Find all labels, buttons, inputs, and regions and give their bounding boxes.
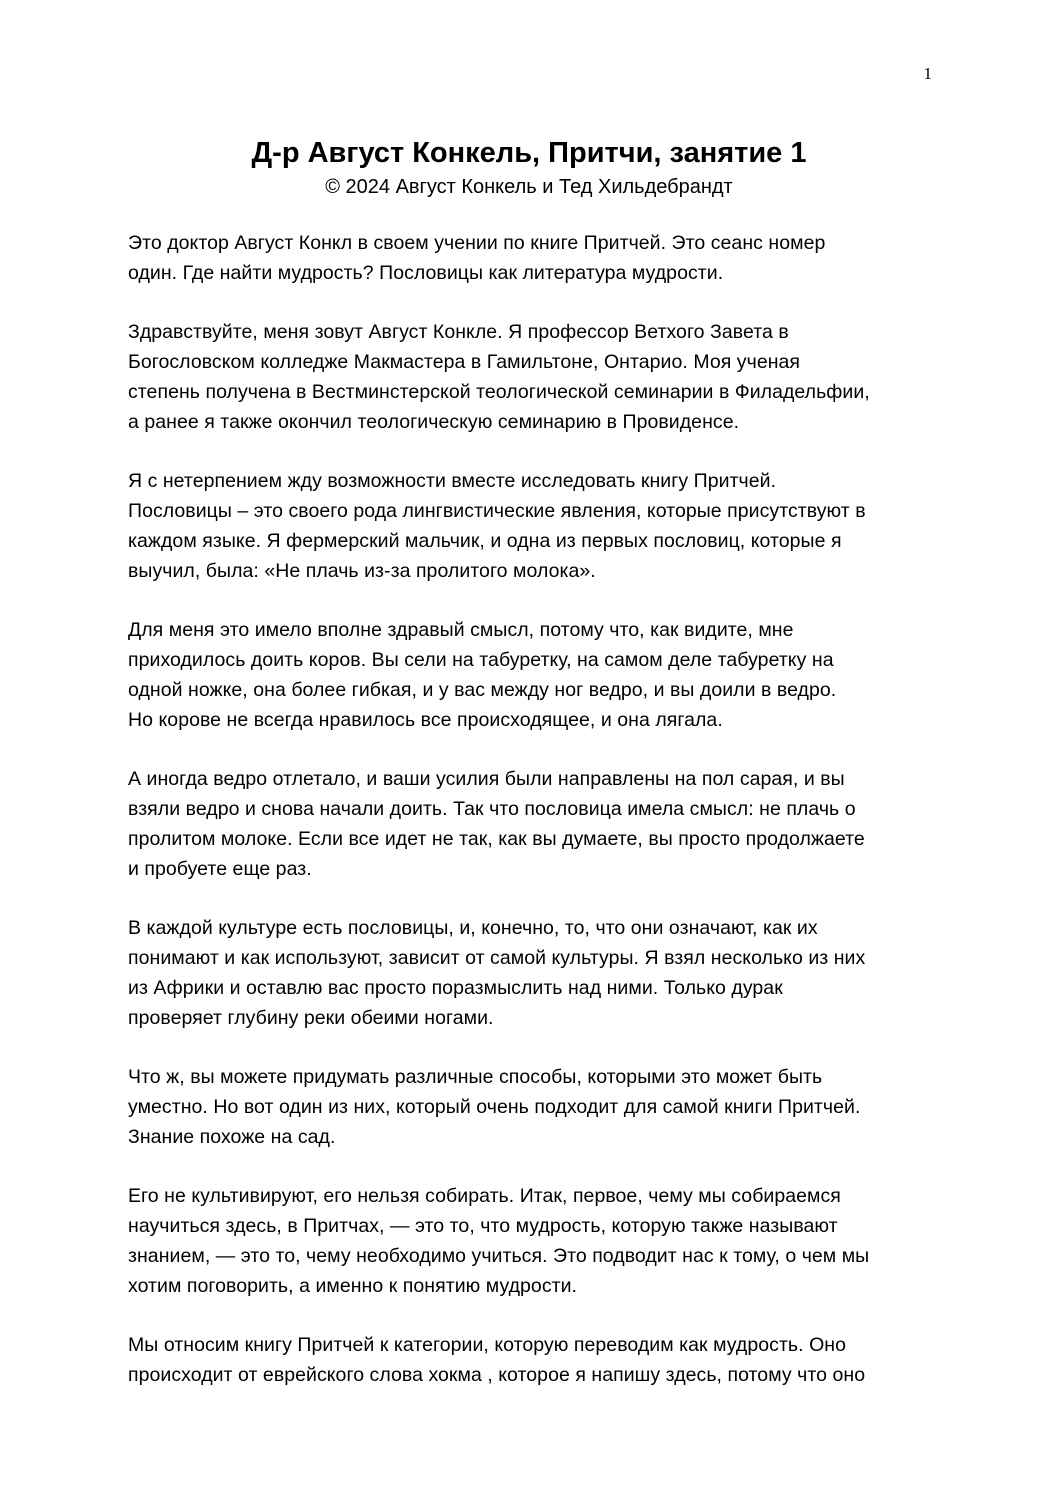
text-line: происходит от еврейского слова хокма , которое я напишу здесь, потому что оно	[128, 1364, 866, 1386]
text-line: Его не культивируют, его нельзя собирать. Итак, первое, чему мы собираемся	[128, 1185, 841, 1207]
text-line: проверяет глубину реки обеими ногами.	[128, 1007, 494, 1029]
text-line: взяли ведро и снова начали доить. Так что пословица имела смысл: не плачь о	[128, 798, 856, 820]
text-line: знанием, — это то, чему необходимо учиться. Это подводит нас к тому, о чем мы	[128, 1245, 870, 1267]
text-line: Я с нетерпением жду возможности вместе исследовать книгу Притчей.	[128, 470, 777, 492]
document-body	[128, 228, 948, 1419]
document-title: Д-р Август Конкель, Притчи, занятие 1	[251, 137, 807, 169]
text-line: выучил, была: «Не плачь из-за пролитого молока».	[128, 560, 596, 582]
paragraph	[128, 1181, 948, 1301]
paragraph	[128, 764, 948, 884]
text-line: Здравствуйте, меня зовут Август Конкле. Я профессор Ветхого Завета в	[128, 321, 789, 343]
page-number: 1	[923, 64, 932, 83]
text-line: одной ножке, она более гибкая, и у вас между ног ведро, и вы доили в ведро.	[128, 679, 837, 701]
text-line: Для меня это имело вполне здравый смысл, потому что, как видите, мне	[128, 619, 794, 641]
text-line: научиться здесь, в Притчах, — это то, что мудрость, которую также называют	[128, 1215, 838, 1237]
paragraph	[128, 615, 948, 735]
text-line: уместно. Но вот один из них, который очень подходит для самой книги Притчей.	[128, 1096, 861, 1118]
text-line: степень получена в Вестминстерской теологической семинарии в Филадельфии,	[128, 381, 870, 403]
text-line: Это доктор Август Конкл в своем учении по книге Притчей. Это сеанс номер	[128, 232, 826, 254]
text-line: В каждой культуре есть пословицы, и, конечно, то, что они означают, как их	[128, 917, 818, 939]
text-line: а ранее я также окончил теологическую семинарию в Провиденсе.	[128, 411, 740, 433]
paragraph	[128, 317, 948, 437]
text-line: А иногда ведро отлетало, и ваши усилия были направлены на пол сарая, и вы	[128, 768, 845, 790]
paragraph	[128, 913, 948, 1033]
paragraph	[128, 466, 948, 586]
text-line: понимают и как используют, зависит от самой культуры. Я взял несколько из них	[128, 947, 866, 969]
paragraph	[128, 1062, 948, 1152]
document-subtitle: © 2024 Август Конкель и Тед Хильдебрандт	[325, 176, 733, 198]
text-line: Что ж, вы можете придумать различные способы, которыми это может быть	[128, 1066, 823, 1088]
text-line: хотим поговорить, а именно к понятию мудрости.	[128, 1275, 578, 1297]
paragraph	[128, 1330, 948, 1390]
text-line: один. Где найти мудрость? Пословицы как литература мудрости.	[128, 262, 724, 284]
text-line: пролитом молоке. Если все идет не так, как вы думаете, вы просто продолжаете	[128, 828, 865, 850]
text-line: Мы относим книгу Притчей к категории, которую переводим как мудрость. Оно	[128, 1334, 846, 1356]
paragraph	[128, 228, 948, 288]
text-line: Но корове не всегда нравилось все происходящее, и она лягала.	[128, 709, 723, 731]
text-line: приходилось доить коров. Вы сели на табуретку, на самом деле табуретку на	[128, 649, 834, 671]
text-line: и пробуете еще раз.	[128, 858, 312, 880]
text-line: Пословицы – это своего рода лингвистические явления, которые присутствуют в	[128, 500, 866, 522]
text-line: Знание похоже на сад.	[128, 1126, 336, 1148]
text-line: Богословском колледже Макмастера в Гамильтоне, Онтарио. Моя ученая	[128, 351, 801, 373]
text-line: из Африки и оставлю вас просто поразмыслить над ними. Только дурак	[128, 977, 783, 999]
text-line: каждом языке. Я фермерский мальчик, и одна из первых пословиц, которые я	[128, 530, 842, 552]
